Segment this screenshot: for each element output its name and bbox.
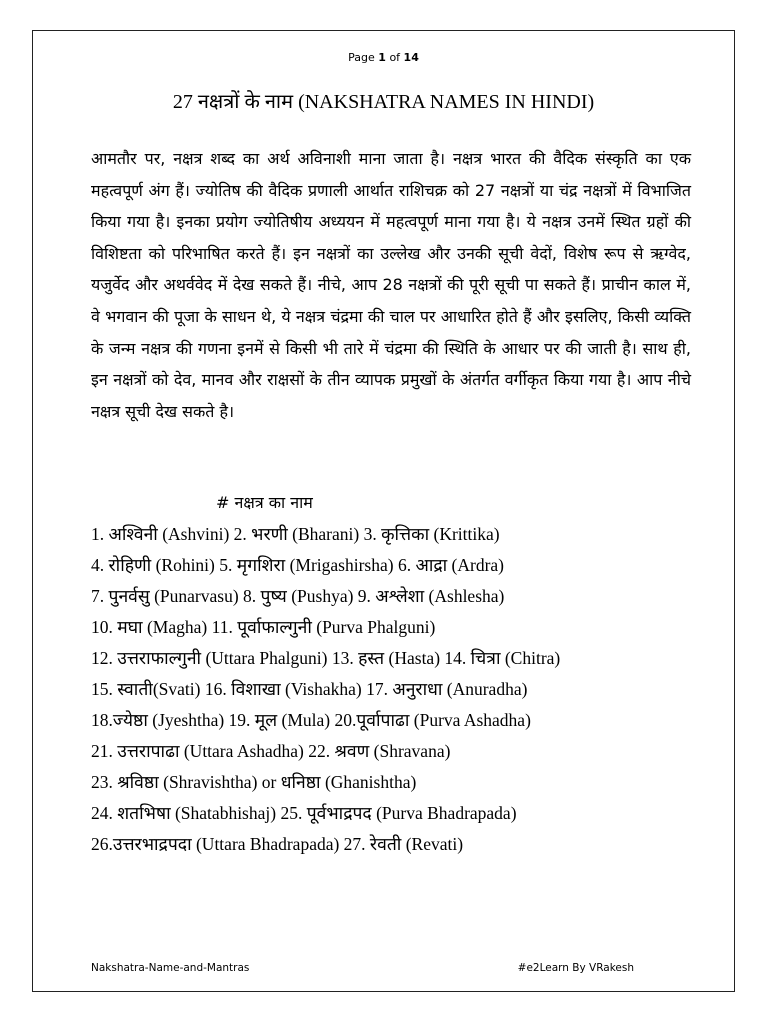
list-item: 15. स्वाती(Svati) 16. विशाखा (Vishakha) 17. अनुराधा (Anuradha) [91,679,528,699]
intro-paragraph: आमतौर पर, नक्षत्र शब्द का अर्थ अविनाशी माना जाता है। नक्षत्र भारत की वैदिक संस्कृति का एक महत्वपूर्ण अंग हैं। ज्योतिष की वैदिक प्रणाली आर्थात राशिचक्र को 27 नक्षत्रों या चंद्र नक्षत्रों में विभाजित किया गया है। इनका प्रयोग ज्योतिषीय अध्ययन में महत्वपूर्ण माना गया है। ये नक्षत्र उनमें स्थित ग्रहों की विशिष्टता को परिभाषित करते हैं। इन नक्षत्रों का उल्लेख और उनकी सूची वेदों, विशेष रूप से ऋग्वेद, यजुर्वेद और अथर्ववेद में देख सकते हैं। नीचे, आप 28 नक्षत्रों की पूरी सूची पा सकते हैं। प्राचीन काल में, वे भगवान की पूजा के साधन थे, ये नक्षत्र चंद्रमा की चाल पर आधारित होते हैं और इसलिए, किसी व्यक्ति के जन्म नक्षत्र की गणना इनमें से किसी भी तारे में चंद्रमा की स्थिति के आधार पर की जाती है। साथ ही, इन नक्षत्रों को देव, मानव और राक्षसों के तीन व्यापक प्रमुखों के अंतर्गत वर्गीकृत किया गया है। आप नीचे नक्षत्र सूची देख सकते है। [91,149,691,421]
footer-author: #e2Learn By VRakesh [517,962,634,974]
list-item: 24. शतभिषा (Shatabhishaj) 25. पूर्वभाद्रपद (Purva Bhadrapada) [91,803,517,823]
list-item: 7. पुनर्वसु (Punarvasu) 8. पुष्य (Pushya) 9. अश्लेशा (Ashlesha) [91,586,505,606]
list-item: 10. मघा (Magha) 11. पूर्वाफाल्गुनी (Purva Phalguni) [91,617,436,637]
page-title: 27 नक्षत्रों के नाम (NAKSHATRA NAMES IN HINDI) [172,91,595,113]
document-page [32,30,735,992]
list-item: 26.उत्तरभाद्रपदा (Uttara Bhadrapada) 27. रेवती (Revati) [91,834,464,854]
page-of-word: of [389,51,401,64]
page-number [33,51,734,64]
list-item: 12. उत्तराफाल्गुनी (Uttara Phalguni) 13. हस्त (Hasta) 14. चित्रा (Chitra) [91,648,561,668]
page-total: 14 [403,51,419,64]
footer-document-name: Nakshatra-Name-and-Mantras [91,962,250,974]
page-word: Page [348,51,375,64]
list-item: 1. अश्विनी (Ashvini) 2. भरणी (Bharani) 3. कृत्तिका (Krittika) [91,524,500,544]
nakshatra-list [91,519,560,860]
list-item: 18.ज्येष्ठा (Jyeshtha) 19. मूल (Mula) 20.पूर्वापाढा (Purva Ashadha) [91,710,531,730]
list-item: 23. श्रविष्ठा (Shravishtha) or धनिष्ठा (Ghanishtha) [91,772,417,792]
page-current: 1 [378,51,386,64]
list-item: 21. उत्तरापाढा (Uttara Ashadha) 22. श्रवण (Shravana) [91,741,451,761]
list-item: 4. रोहिणी (Rohini) 5. मृगशिरा (Mrigashirsha) 6. आद्रा (Ardra) [91,555,504,575]
list-heading: # नक्षत्र का नाम [216,493,313,512]
